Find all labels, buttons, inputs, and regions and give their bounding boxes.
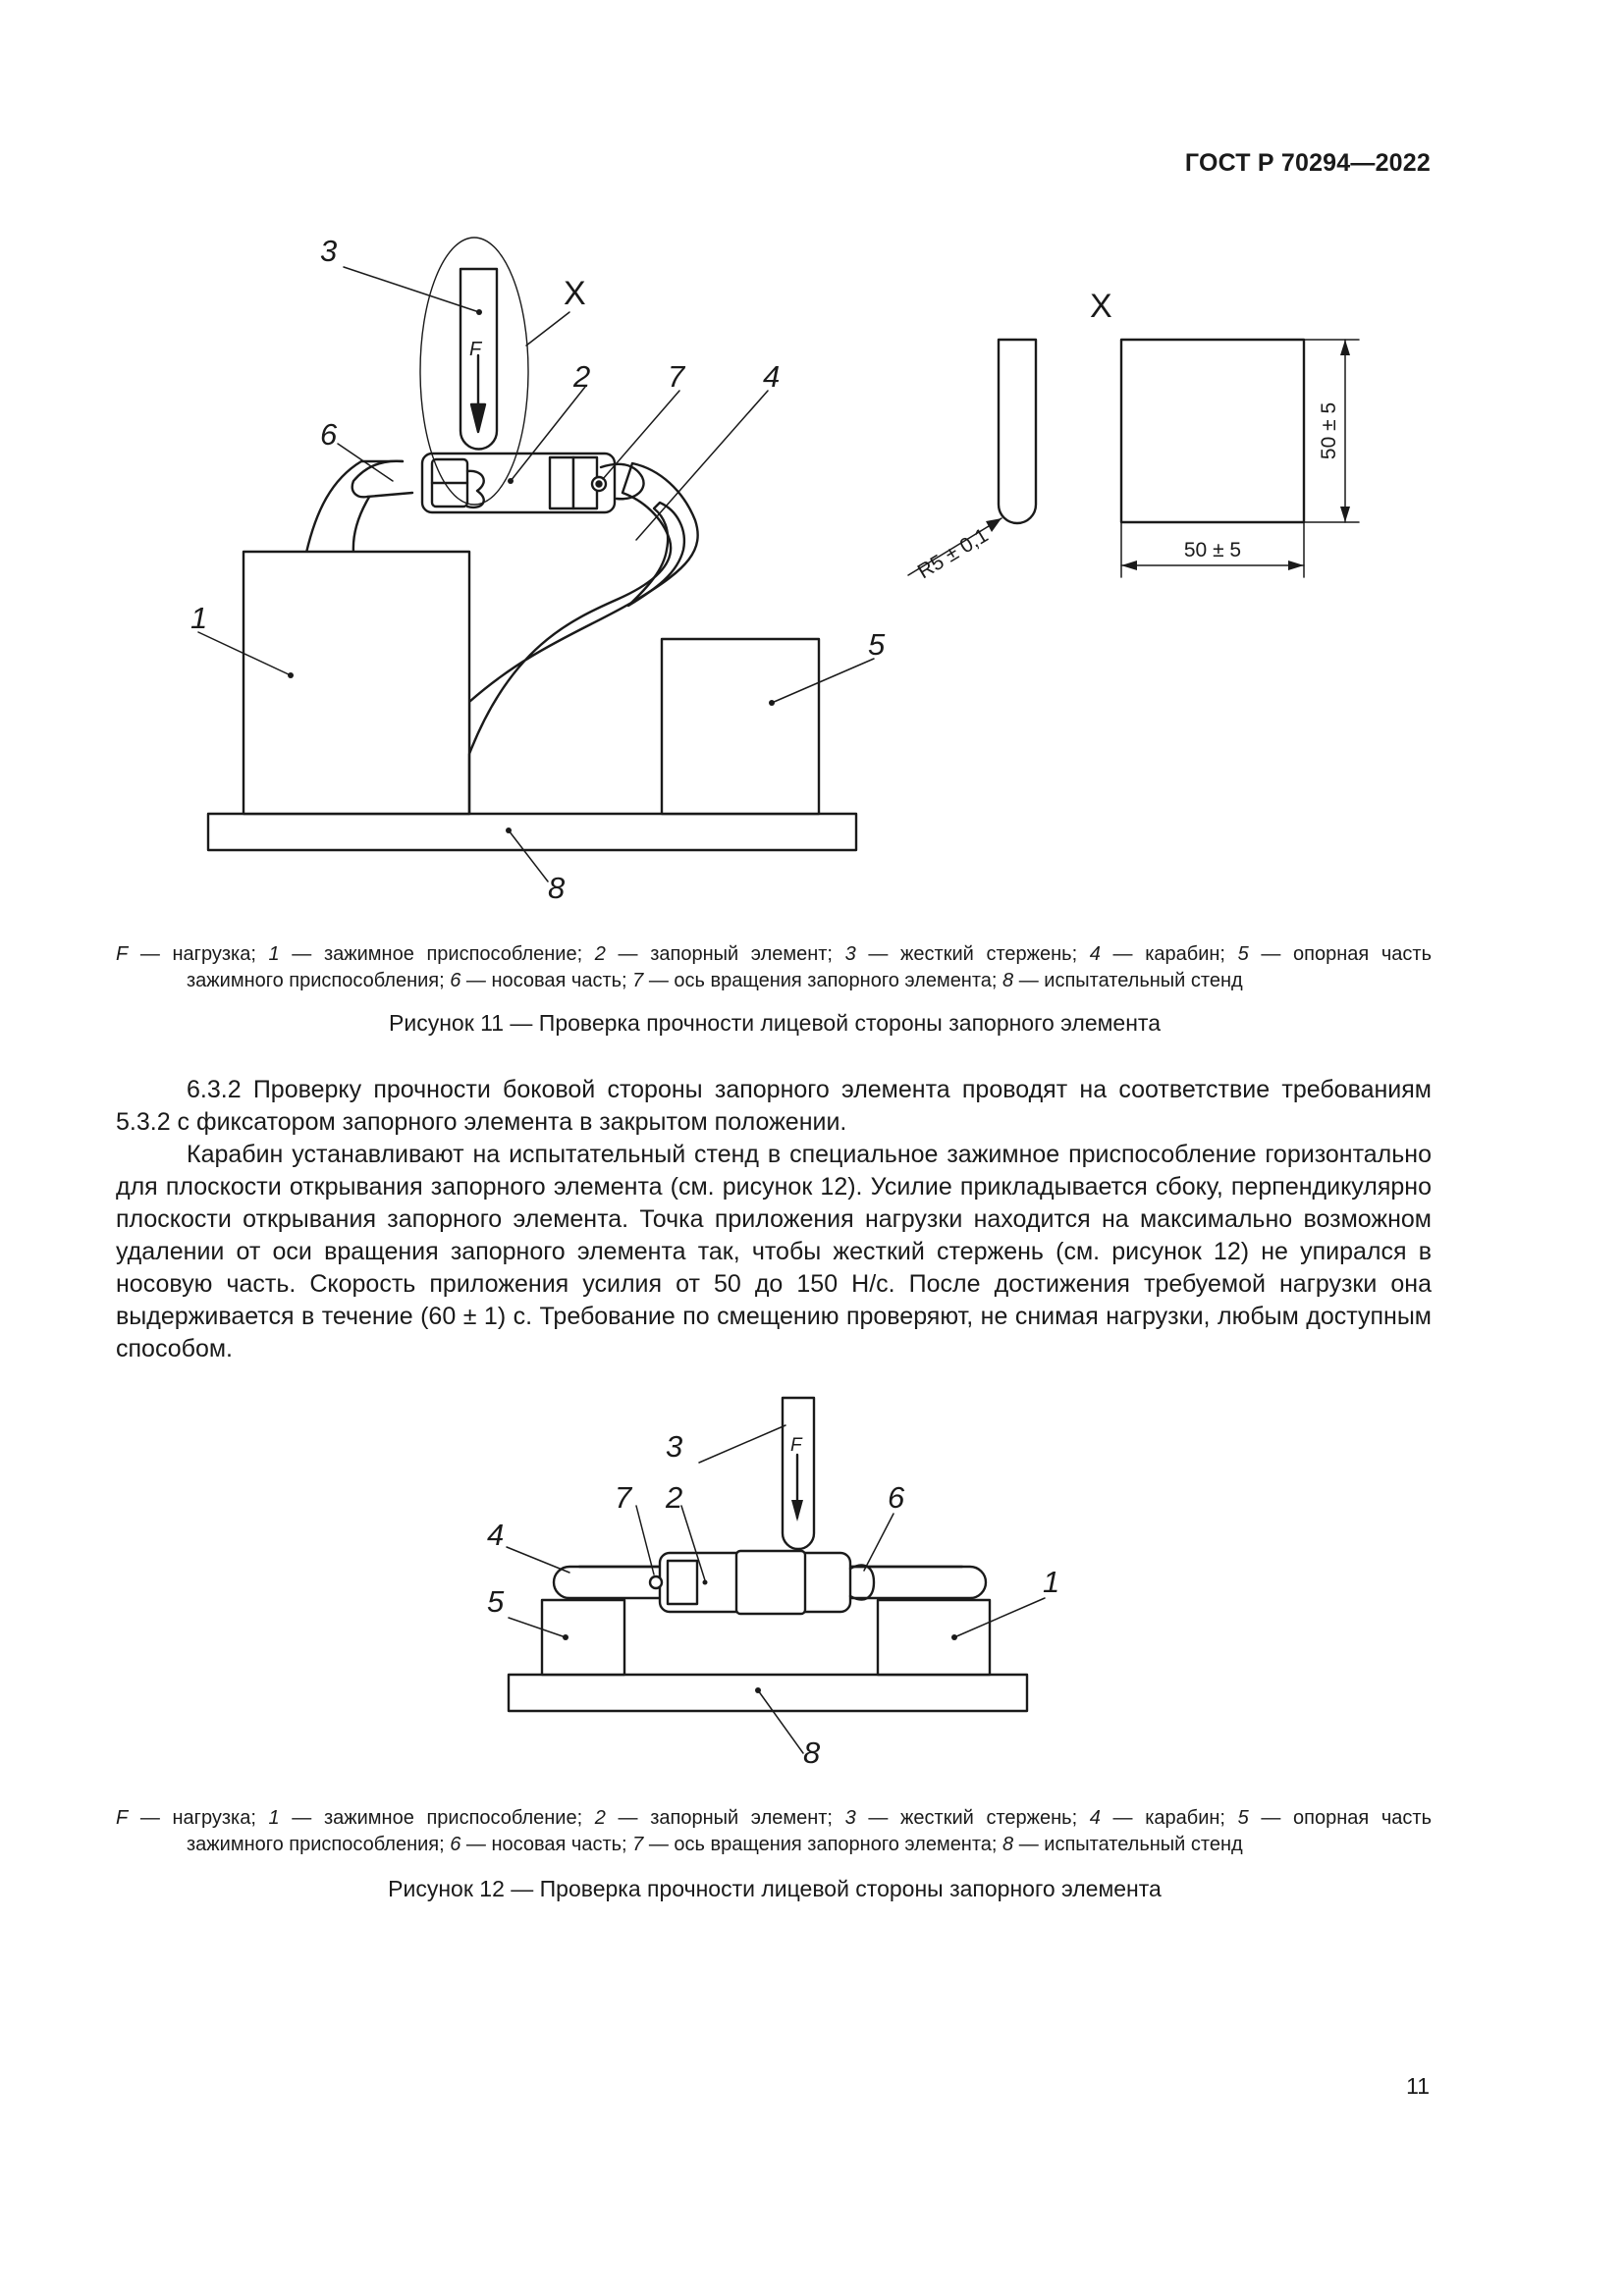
label-4: 4: [763, 359, 781, 394]
label-7: 7: [615, 1480, 632, 1515]
legend-segment: 7: [632, 970, 644, 991]
legend-segment: — ось вращения запорного элемента;: [643, 970, 1003, 991]
paragraph-carabiner: Карабин устанавливают на испытательный стенд в специальное зажимное приспособление горизонтально для плоскости открывания запорного элемента (см. рисунок 12). Усилие прикладывается сбоку, перпендикулярно плоскости открывания запорного элемента. Точка приложения нагрузки находится на максимально возможном удалении от оси вращения запорного элемента так, чтобы жесткий стержень (см. рисунок 12) не упирался в носовую часть. Скорость приложения усилия от 50 до 150 Н/с. После достижения требуемой нагрузки она выдерживается в течение (60 ± 1) с. Требование по смещению проверяют, не снимая нагрузки, любым доступным способом.: [116, 1141, 1432, 1362]
label-5: 5: [868, 627, 886, 662]
legend-segment: — запорный элемент;: [605, 1807, 845, 1829]
figure-11-legend: [116, 941, 1432, 994]
document-header: ГОСТ Р 70294—2022: [1184, 149, 1431, 177]
legend-segment: 3: [844, 943, 856, 965]
figure-12-caption: Рисунок 12 — Проверка прочности лицевой стороны запорного элемента: [388, 1876, 1162, 1901]
label-6: 6: [888, 1480, 905, 1515]
legend-segment: 7: [632, 1834, 644, 1855]
legend-segment: — запорный элемент;: [605, 943, 845, 965]
legend-segment: — носовая часть;: [460, 970, 633, 991]
legend-segment: 6: [450, 970, 461, 991]
label-6: 6: [320, 417, 338, 452]
legend-segment: — карабин;: [1100, 1807, 1238, 1829]
legend-segment: — зажимное приспособление;: [279, 943, 595, 965]
figure-11-caption: Рисунок 11 — Проверка прочности лицевой стороны запорного элемента: [389, 1010, 1161, 1036]
legend-segment: — жесткий стержень;: [855, 943, 1090, 965]
legend-segment: 4: [1089, 943, 1101, 965]
label-1: 1: [190, 601, 208, 635]
test-stand: [208, 814, 856, 850]
legend-segment: 2: [594, 1807, 606, 1829]
paragraph-6-3-2: 6.3.2 Проверку прочности боковой стороны запорного элемента проводят на соответствие требованиям 5.3.2 с фиксатором запорного элемента в закрытом положении.: [116, 1076, 1432, 1136]
clamp-device: [244, 552, 469, 814]
legend-segment: зажимного приспособления;: [187, 1834, 451, 1855]
clamp-device: [878, 1600, 990, 1675]
label-force: F: [790, 1435, 802, 1456]
legend-segment: F: [116, 943, 129, 965]
legend-segment: — испытательный стенд: [1013, 1834, 1243, 1855]
label-2: 2: [666, 1480, 683, 1515]
label-7: 7: [668, 359, 685, 394]
legend-segment: зажимного приспособления;: [187, 970, 451, 991]
detail-block: [1121, 340, 1304, 522]
label-3: 3: [320, 234, 338, 268]
legend-segment: — нагрузка;: [128, 943, 269, 965]
label-force: F: [469, 339, 482, 360]
body-text: [116, 1074, 1432, 1365]
figure-11-drawing: [0, 216, 1624, 913]
legend-segment: — носовая часть;: [460, 1834, 633, 1855]
label-3: 3: [666, 1429, 683, 1464]
legend-segment: — нагрузка;: [128, 1807, 269, 1829]
legend-segment: 1: [268, 943, 280, 965]
label-4: 4: [487, 1518, 505, 1552]
legend-segment: — карабин;: [1100, 943, 1238, 965]
legend-segment: — зажимное приспособление;: [279, 1807, 595, 1829]
legend-segment: 5: [1237, 943, 1249, 965]
label-x: X: [564, 275, 586, 312]
legend-segment: 8: [1002, 970, 1014, 991]
legend-segment: 6: [450, 1834, 461, 1855]
legend-segment: — жесткий стержень;: [855, 1807, 1090, 1829]
legend-segment: 1: [268, 1807, 280, 1829]
label-8: 8: [548, 871, 566, 905]
legend-segment: 2: [594, 943, 606, 965]
test-stand: [509, 1675, 1027, 1711]
clamp-support-part: [662, 639, 819, 814]
detail-rod-tip: [999, 340, 1036, 523]
label-2: 2: [573, 359, 591, 394]
legend-segment: 4: [1089, 1807, 1101, 1829]
dim-radius: R5 ± 0,1: [913, 523, 993, 584]
legend-segment: F: [116, 1807, 129, 1829]
label-8: 8: [803, 1735, 821, 1770]
clamp-support-part: [542, 1600, 624, 1675]
figure-12-legend: [116, 1805, 1432, 1858]
legend-segment: 3: [844, 1807, 856, 1829]
legend-segment: — ось вращения запорного элемента;: [643, 1834, 1003, 1855]
legend-segment: — опорная часть: [1248, 1807, 1433, 1829]
detail-x-title: X: [1090, 288, 1112, 325]
page-number: 11: [1406, 2073, 1430, 2099]
dim-height: 50 ± 5: [1318, 401, 1340, 460]
legend-segment: — испытательный стенд: [1013, 970, 1243, 991]
label-5: 5: [487, 1584, 505, 1619]
dim-width: 50 ± 5: [1183, 539, 1242, 561]
legend-segment: 8: [1002, 1834, 1014, 1855]
figure-12-drawing: [0, 1384, 1624, 1796]
label-1: 1: [1043, 1565, 1060, 1599]
legend-segment: 5: [1237, 1807, 1249, 1829]
legend-segment: — опорная часть: [1248, 943, 1433, 965]
gate-pivot-axis: [650, 1576, 662, 1588]
